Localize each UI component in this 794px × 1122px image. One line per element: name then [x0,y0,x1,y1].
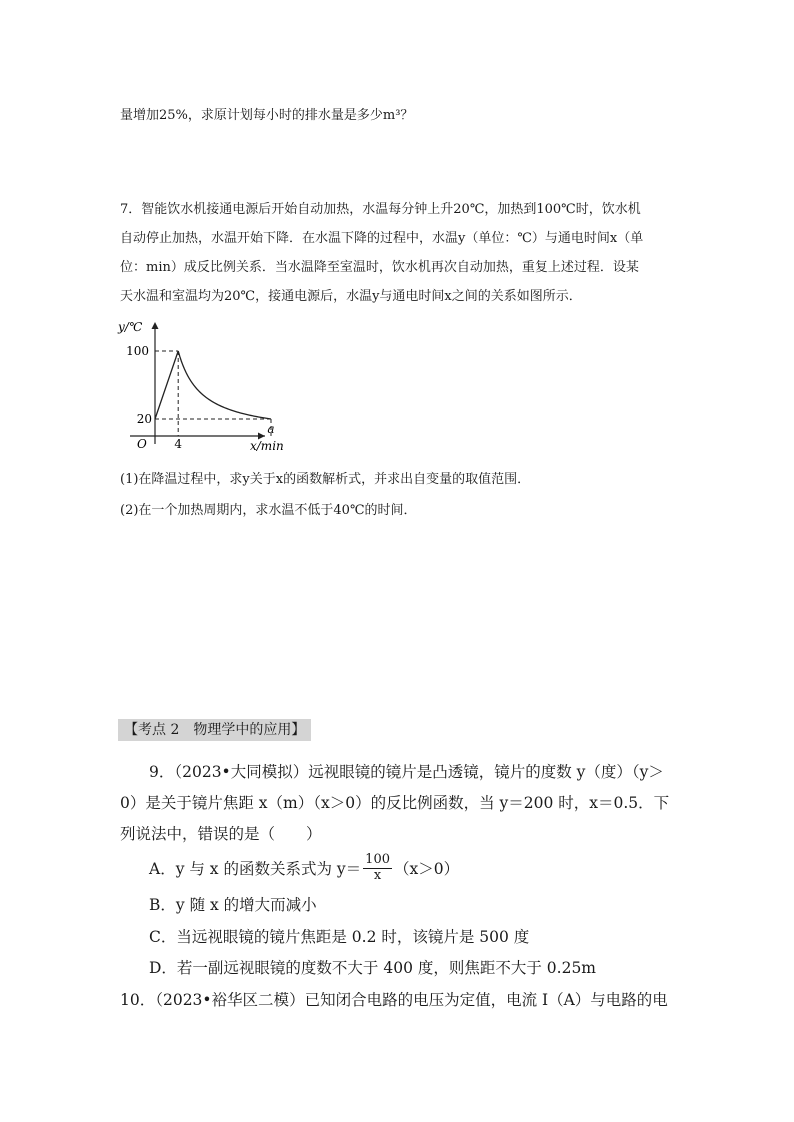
q7-subquestion-2: (2)在一个加热周期内，求水温不低于40℃的时间． [120,503,417,518]
heating-line [155,351,178,419]
q9-line-1: 9．（2023•大同模拟）远视眼镜的镜片是凸透镜，镜片的度数 y（度）（y＞ [149,763,664,781]
x-tick-label-4: 4 [174,437,183,451]
fraction-denominator: x [373,867,382,883]
q7-line-3: 位：min）成反比例关系．当水温降至室温时，饮水机再次自动加热，重复上述过程．设某 [120,260,639,275]
option-a-suffix: （x＞0） [394,860,460,879]
q9-line-3: 列说法中，错误的是（ ） [120,825,322,843]
cooling-curve [178,351,271,419]
y-tick-label-100: 100 [126,344,149,358]
x-tick-label-a: a [267,422,275,436]
x-axis-label: x/min [250,439,284,453]
q7-line-4: 天水温和室温均为20℃，接通电源后，水温y与通电时间x之间的关系如图所示． [120,289,582,304]
fraction [363,853,392,884]
y-tick-label-20: 20 [136,412,152,426]
origin-label: O [137,437,147,451]
q6-tail-line: 量增加25%，求原计划每小时的排水量是多少m³？ [120,108,414,123]
temperature-time-graph [110,316,300,456]
option-a-prefix: A．y 与 x 的函数关系式为 y＝ [149,860,362,879]
q10-line-1: 10．（2023•裕华区二模）已知闭合电路的电压为定值，电流 I（A）与电路的电 [120,991,668,1009]
q9-option-c: C．当远视眼镜的镜片焦距是 0.2 时，该镜片是 500 度 [149,928,530,946]
section-tag: 【考点 2 物理学中的应用】 [118,719,311,741]
q7-line-2: 自动停止加热，水温开始下降．在水温下降的过程中，水温y（单位：℃）与通电时间x（单 [120,231,644,246]
q7-line-1: 7．智能饮水机接通电源后开始自动加热，水温每分钟上升20℃，加热到100℃时，饮水机 [120,202,641,217]
q7-subquestion-1: (1)在降温过程中，求y关于x的函数解析式，并求出自变量的取值范围． [120,472,531,487]
fraction-numerator: 100 [365,852,390,867]
y-axis-label: y/℃ [118,320,143,334]
q9-option-b: B．y 随 x 的增大而减小 [149,896,317,914]
y-axis-arrow [152,322,159,329]
q9-option-a [149,853,459,884]
q9-option-d: D．若一副远视眼镜的度数不大于 400 度，则焦距不大于 0.25m [149,959,597,977]
q9-line-2: 0）是关于镜片焦距 x（m）（x＞0）的反比例函数，当 y＝200 时，x＝0.5．下 [120,794,670,812]
